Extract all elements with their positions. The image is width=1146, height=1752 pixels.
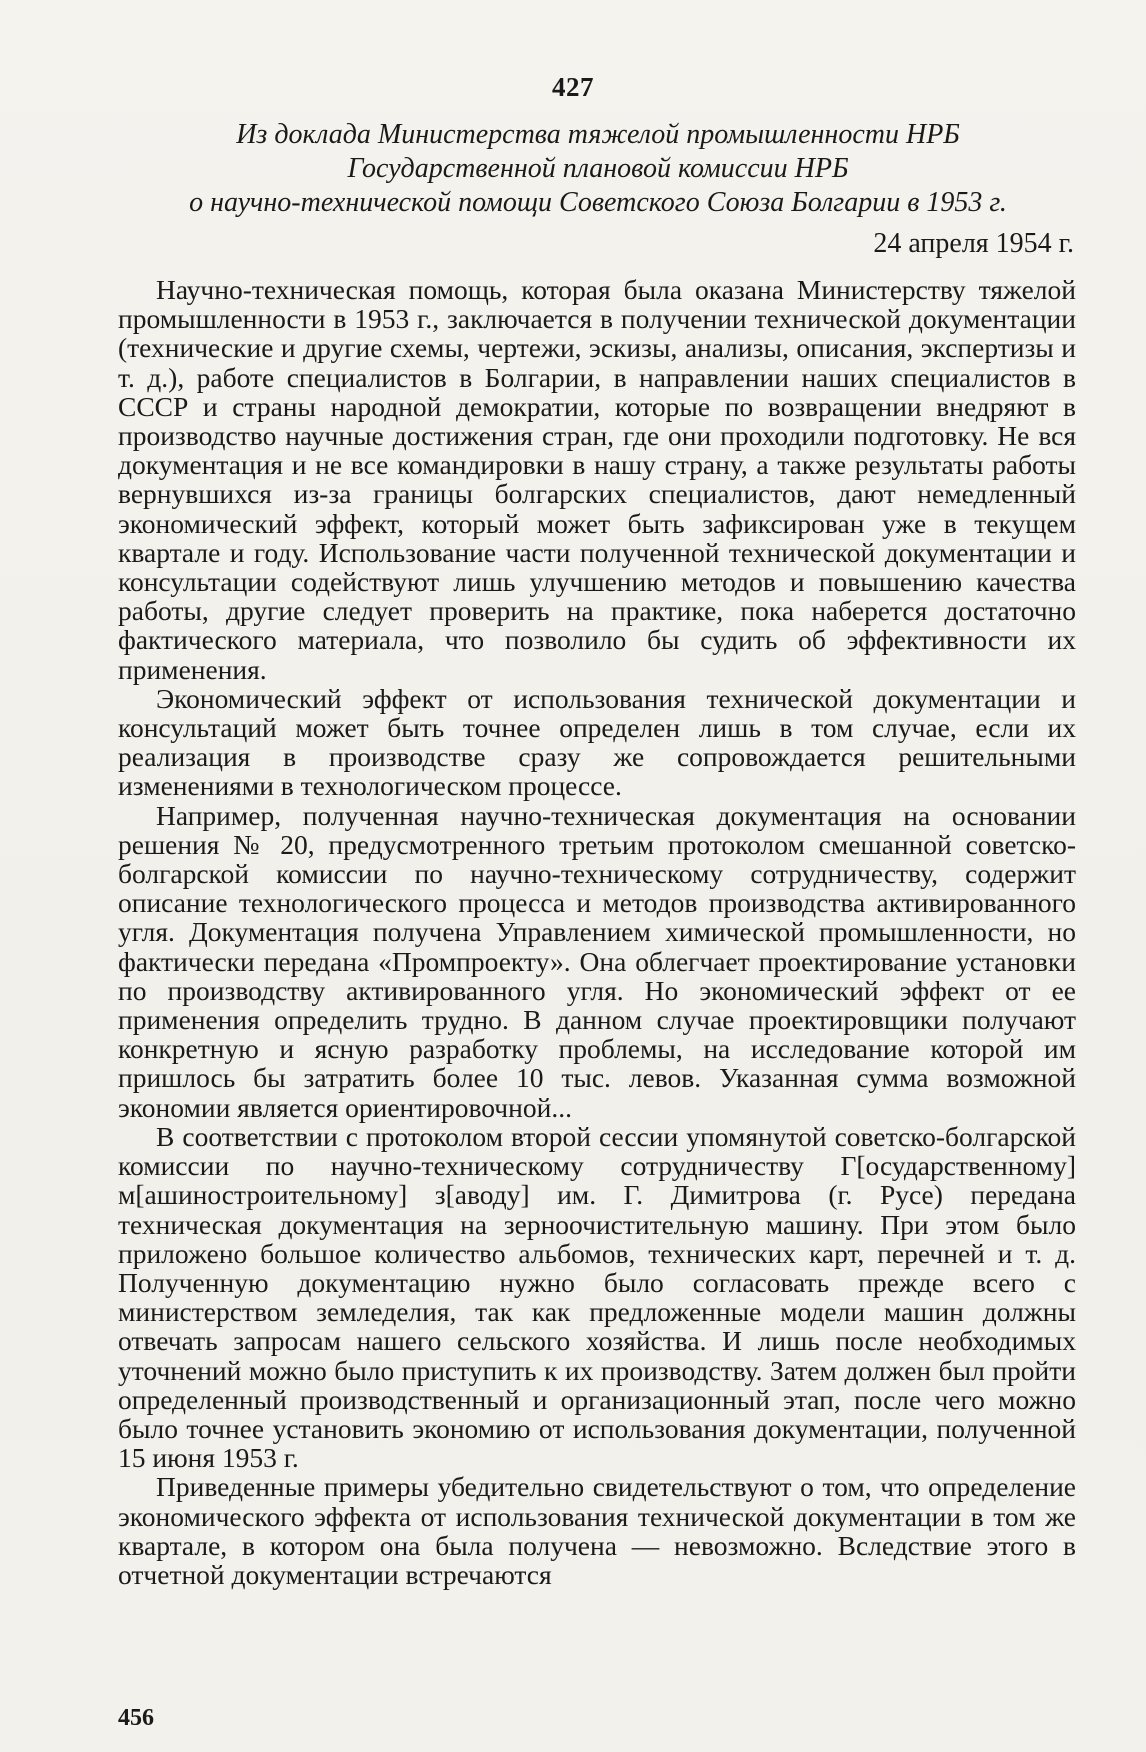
heading-line: Государственной плановой комиссии НРБ [347,153,849,184]
page-number: 456 [118,1705,154,1731]
heading-line: Из доклада Министерства тяжелой промышленности НРБ [236,119,960,150]
paragraph: Например, полученная научно-техническая документация на основании решения № 20, предусмотренного третьим протоколом смешанной советско-болгарской комиссии по научно-техническому сотрудничеству, содержит описание технологического процесса и методов производства активированного угля. Документация получена Управлением химической промышленности, но фактически передана «Промпроекту». Она облегчает проектирование установки по производству активированного угля. Но экономический эффект от ее применения определить трудно. В данном случае проектировщики получают конкретную и ясную разработку проблемы, на исследование которой им пришлось бы затратить более 10 тыс. левов. Указанная сумма возможной экономии является ориентировочной... [118,799,1076,1123]
heading-line: о научно-технической помощи Советского Союза Болгарии в 1953 г. [189,187,1007,218]
paragraph: В соответствии с протоколом второй сессии упомянутой советско-болгарской комиссии по научно-техническому сотрудничеству Г[осударственному] м[ашиностроительному] з[аводу] им. Г. Димитрова (г. Русе) передана техническая документация на зерноочистительную машину. При этом было приложено большое количество альбомов, технических карт, перечней и т. д. Полученную документацию нужно было согласовать прежде всего с министерством земледелия, так как предложенные модели машин должны отвечать запросам нашего сельского хозяйства. И лишь после необходимых уточнений можно было приступить к их производству. Затем должен был пройти определенный производственный и организационный этап, после чего можно было точнее установить экономию от использования документации, полученной 15 июня 1953 г. [118,1120,1076,1474]
document-heading [118,118,1078,220]
document-number: 427 [552,72,594,102]
paragraph: Приведенные примеры убедительно свидетельствуют о том, что определение экономического эффекта от использования технической документации в том же квартале, в котором она была получена — невозможно. Вследствие этого в отчетной документации встречаются [118,1471,1076,1590]
body-text [118,275,1076,1589]
paragraph: Экономический эффект от использования технической документации и консультаций может быть точнее определен лишь в том случае, если их реализация в производстве сразу же сопровождается решительными изменениями в технологическом процессе. [118,682,1076,802]
paragraph: Научно-техническая помощь, которая была оказана Министерству тяжелой промышленности в 1953 г., заключается в получении технической документации (технические и другие схемы, чертежи, эскизы, анализы, описания, экспертизы и т. д.), работе специалистов в Болгарии, в направлении наших специалистов в СССР и страны народной демократии, которые по возвращении внедряют в производство научные достижения стран, где они проходили подготовку. Не вся документация и не все командировки в нашу страну, а также результаты работы вернувшихся из-за границы болгарских специалистов, дают немедленный экономический эффект, который может быть зафиксирован уже в текущем квартале и году. Использование части полученной технической документации и консультации содействуют лишь улучшению методов и повышению качества работы, другие следует проверить на практике, пока наберется достаточно фактического материала, что позволило бы судить об эффективности их применения. [118,274,1076,685]
document-date: 24 апреля 1954 г. [873,228,1074,259]
